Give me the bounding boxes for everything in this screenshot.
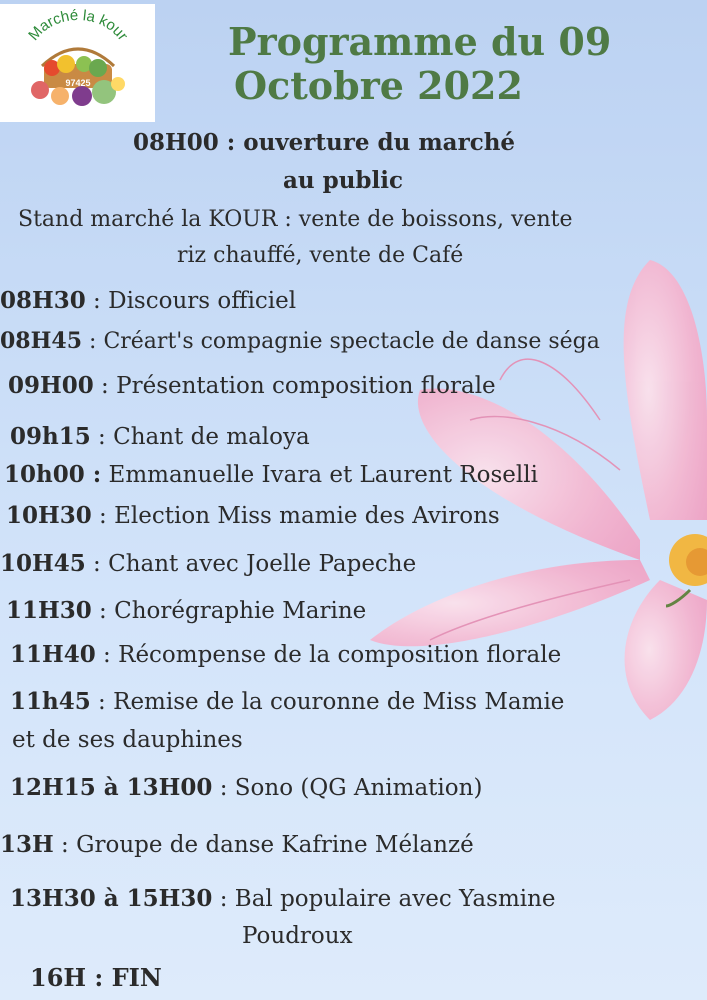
end-line: 16H : FIN <box>30 963 162 992</box>
item-time: 09h15 <box>10 423 91 450</box>
item-time: 10H45 <box>0 550 86 577</box>
page-title <box>228 20 698 108</box>
item-text: Discours officiel <box>108 288 297 314</box>
schedule-item <box>6 501 500 531</box>
item-separator <box>101 462 108 488</box>
schedule-item <box>10 687 564 717</box>
item-text: Sono (QG Animation) <box>234 775 483 801</box>
schedule-item <box>0 286 296 316</box>
schedule-item <box>10 884 556 914</box>
schedule-item-continuation: et de ses dauphines <box>12 727 243 753</box>
item-text: Chant de maloya <box>113 424 310 450</box>
item-time: 11H30 <box>6 597 92 624</box>
item-separator: : <box>90 424 114 450</box>
item-separator: : <box>212 775 235 801</box>
schedule-item <box>0 830 474 860</box>
stand-line-2: riz chauffé, vente de Café <box>177 243 464 268</box>
item-text: Créart's compagnie spectacle de danse séga <box>103 329 600 354</box>
item-separator: : <box>91 503 115 529</box>
item-text: Groupe de danse Kafrine Mélanzé <box>76 832 474 858</box>
item-time: 08H45 <box>0 328 83 354</box>
schedule-item <box>6 596 366 626</box>
item-time: 11h45 <box>10 688 91 715</box>
svg-text:Marché la kour <box>25 7 131 44</box>
logo-text: Marché la kour <box>25 6 132 44</box>
item-separator: : <box>93 373 117 399</box>
item-time: 13H <box>0 831 54 858</box>
item-text: Présentation composition florale <box>116 373 496 399</box>
item-text: Emmanuelle Ivara et Laurent Roselli <box>108 462 538 488</box>
item-separator: : <box>95 642 119 668</box>
basket-icon <box>0 4 155 122</box>
item-text: Récompense de la composition florale <box>118 642 562 668</box>
schedule-item <box>0 326 600 357</box>
item-time: 10H30 <box>6 502 92 529</box>
item-text: Election Miss mamie des Avirons <box>114 503 500 529</box>
schedule-item <box>4 460 538 490</box>
item-separator: : <box>85 551 109 577</box>
item-separator: : <box>53 832 77 858</box>
item-separator: : <box>212 886 235 912</box>
title-line-2: Octobre 2022 <box>234 63 523 108</box>
title-line-1: Programme du 09 <box>228 19 612 64</box>
item-text: Bal populaire avec Yasmine <box>234 886 556 912</box>
item-time: 08H30 <box>0 287 86 314</box>
schedule-item <box>0 549 416 579</box>
logo-code: 97425 <box>65 78 91 88</box>
schedule-item <box>10 640 561 670</box>
schedule-item <box>10 422 310 452</box>
item-text: Chant avec Joelle Papeche <box>108 551 417 577</box>
item-time: 09H00 <box>8 372 94 399</box>
item-time: 12H15 à 13H00 <box>10 774 213 801</box>
schedule-item <box>10 773 482 803</box>
opening-line-2: au public <box>283 167 403 194</box>
stand-line-1: Stand marché la KOUR : vente de boissons, vente <box>18 207 573 232</box>
market-logo <box>0 4 155 122</box>
item-separator: : <box>90 689 114 715</box>
item-time: 10h00 : <box>4 461 102 488</box>
item-text: Remise de la couronne de Miss Mamie <box>113 689 565 715</box>
item-separator: : <box>85 288 109 314</box>
item-text: Chorégraphie Marine <box>114 598 367 624</box>
schedule-item-continuation: Poudroux <box>242 923 353 949</box>
item-time: 13H30 à 15H30 <box>10 885 213 912</box>
opening-line-1: 08H00 : ouverture du marché <box>133 129 516 156</box>
item-time: 11H40 <box>10 641 96 668</box>
item-separator: : <box>91 598 115 624</box>
schedule-item <box>8 371 496 401</box>
item-separator: : <box>82 329 104 354</box>
